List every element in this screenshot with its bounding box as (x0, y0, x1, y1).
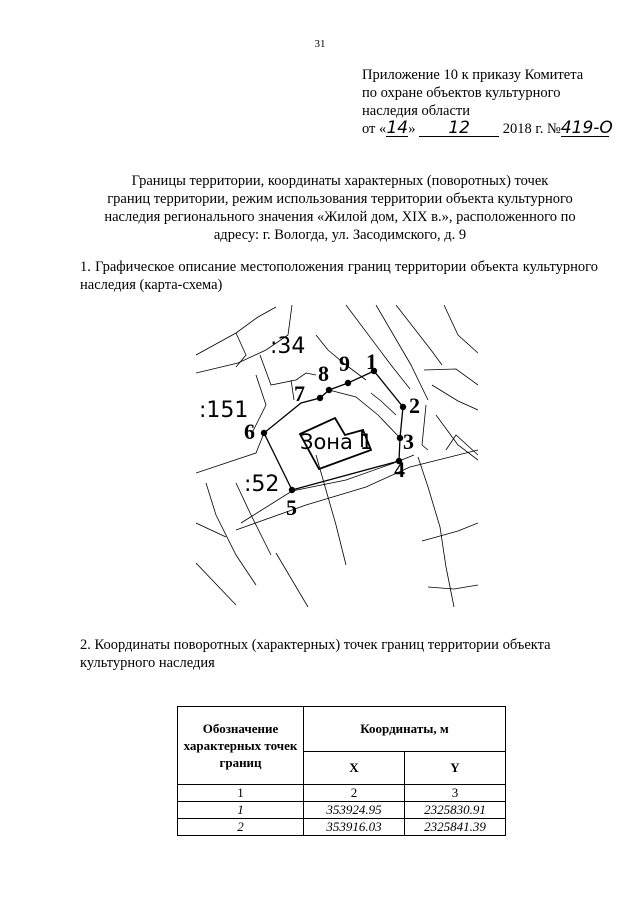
section-1-heading: 1. Графическое описание местоположения границ территории объекта культурного наследия (карта-схема) (80, 259, 598, 293)
point-cell: 1 (178, 802, 304, 819)
appendix-line: наследия области (362, 103, 471, 119)
title-line: наследия регионального значения «Жилой дом, XIX в.», расположенного по (104, 209, 576, 225)
date-year: 2018 г. № (502, 121, 561, 137)
point-marker-6 (261, 430, 267, 436)
index-cell: 1 (178, 785, 304, 802)
parcel-label-34: :34 (270, 334, 306, 359)
zone-label: Зона 1 (300, 430, 373, 454)
point-label-3: 3 (403, 429, 414, 454)
appendix-line: по охране объектов культурного (362, 85, 561, 101)
point-marker-5 (289, 487, 295, 493)
point-label-9: 9 (339, 351, 350, 376)
header-x: X (304, 752, 405, 785)
header-coordinates: Координаты, м (304, 707, 506, 752)
y-cell: 2325841.39 (405, 819, 506, 836)
point-label-5: 5 (286, 495, 297, 520)
point-marker-8 (326, 387, 332, 393)
title-line: Границы территории, координаты характерных (поворотных) точек (131, 173, 549, 189)
table-row (178, 802, 506, 819)
table-row (178, 819, 506, 836)
section-2-heading: 2. Координаты поворотных (характерных) точек границ территории объекта культурного наследия (80, 637, 551, 671)
page-number: 31 (314, 38, 326, 50)
handwritten-order-number: 419-О (560, 118, 613, 138)
appendix-block (362, 66, 632, 138)
point-label-8: 8 (318, 361, 329, 386)
map-base-lines (196, 305, 478, 607)
header-y: Y (405, 752, 506, 785)
title-line: адресу: г. Вологда, ул. Засодимского, д. 9 (213, 227, 467, 243)
date-quote-close: » (408, 121, 416, 137)
index-cell: 3 (405, 785, 506, 802)
y-cell: 2325830.91 (405, 802, 506, 819)
handwritten-day: 14 (386, 118, 409, 138)
title-line: границ территории, режим использования территории объекта культурного (107, 191, 573, 207)
point-label-4: 4 (394, 457, 405, 482)
point-label-7: 7 (294, 381, 305, 406)
handwritten-month: 12 (419, 120, 499, 137)
parcel-label-52: :52 (244, 472, 280, 497)
point-cell: 2 (178, 819, 304, 836)
point-label-2: 2 (409, 393, 420, 418)
date-prefix: от « (362, 121, 387, 137)
x-cell: 353916.03 (304, 819, 405, 836)
appendix-date-line (362, 120, 632, 138)
point-label-6: 6 (244, 419, 255, 444)
point-marker-7 (317, 395, 323, 401)
boundary-map (196, 305, 478, 607)
table-row (178, 785, 506, 802)
appendix-line: Приложение 10 к приказу Комитета (362, 67, 584, 83)
index-cell: 2 (304, 785, 405, 802)
x-cell: 353924.95 (304, 802, 405, 819)
document-title (80, 172, 600, 244)
header-points: Обозначение характерных точек границ (178, 707, 304, 785)
point-marker-2 (400, 404, 406, 410)
coordinates-table (177, 706, 506, 836)
parcel-label-151: :151 (199, 398, 249, 423)
point-label-1: 1 (366, 349, 377, 374)
point-marker-9 (345, 380, 351, 386)
